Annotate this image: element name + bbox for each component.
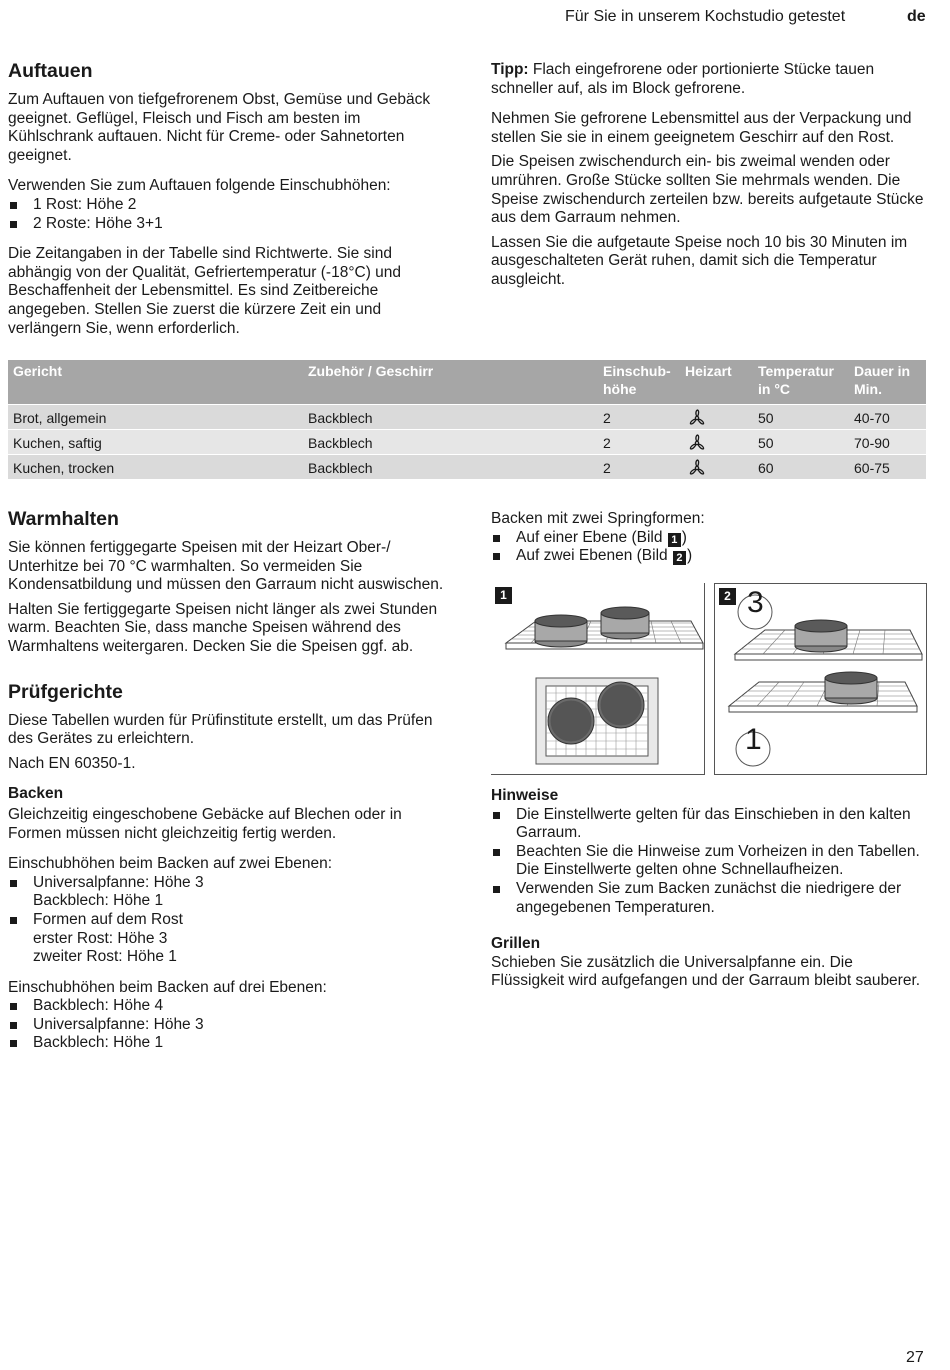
list-item (491, 547, 927, 566)
header-temperatur-line1: Temperatur (758, 363, 834, 379)
auftauen-tips (491, 61, 927, 296)
auftauen-levels-intro: Verwenden Sie zum Auftauen folgende Einschubhöhen: (8, 177, 391, 195)
list-item-text: Auf einer Ebene (Bild (516, 528, 667, 546)
cell-zubehoer: Backblech (308, 410, 373, 426)
warmhalten-paragraph-1: Sie können fertiggegarte Speisen mit der Heizart Ober-/ Unterhitze bei 70 °C warmhalten. So vermeiden Sie Kondensatbildung und müssen den Garraum nicht auswischen. (8, 539, 444, 594)
table-row (8, 454, 926, 479)
cell-gericht: Brot, allgemein (13, 410, 107, 426)
two-levels-intro: Einschubhöhen beim Backen auf zwei Ebenen: (8, 855, 332, 873)
warmhalten-section (8, 508, 448, 1059)
list-item: Verwenden Sie zum Backen zunächst die niedrigere der angegebenen Temperaturen. (491, 880, 927, 917)
table-header (8, 360, 926, 404)
header-dauer-line2: Min. (854, 381, 882, 397)
fan-defrost-icon (687, 433, 707, 451)
tipp-text: Flach eingefrorene oder portionierte Stücke tauen schneller auf, als im Block gefrorene. (491, 61, 875, 97)
springformen-list (491, 529, 927, 566)
cell-einschub: 2 (603, 410, 611, 426)
three-levels-list (8, 997, 448, 1053)
level-label-bottom: 1 (745, 723, 762, 756)
backen-heading: Backen (8, 785, 64, 803)
list-item (8, 911, 448, 967)
auftauen-paragraph-4: Die Speisen zwischendurch ein- bis zweimal wenden oder umrühren. Große Stücke sollten Sie mehrmals wenden. Die Speise zwischendurch zerteilen bzw. bereits aufgetaute Stücke aus dem Garraum nehmen. (491, 153, 924, 227)
hinweise-list (491, 806, 927, 918)
list-item: 2 Roste: Höhe 3+1 (8, 215, 448, 234)
figure-badge: 1 (495, 587, 512, 604)
language-code: de (907, 8, 926, 25)
two-levels-list (8, 874, 448, 967)
list-item: Backblech: Höhe 4 (8, 997, 448, 1016)
pruefgerichte-heading: Prüfgerichte (8, 680, 123, 703)
running-header-title: Für Sie in unserem Kochstudio getestet (565, 8, 846, 25)
auftauen-paragraph-2: Die Zeitangaben in der Tabelle sind Richtwerte. Sie sind abhängig von der Qualität, Gefriertemperatur (-18°C) und Beschaffenheit der Lebensmittel. Es sind Zeitbereiche angegeben. Stellen Sie zuerst die kürzere Zeit ein und verlängern Sie, wenn erforderlich. (8, 245, 402, 337)
grillen-paragraph: Schieben Sie zusätzlich die Universalpfanne ein. Die Flüssigkeit wird aufgefangen und der Garraum bleibt sauberer. (491, 953, 921, 990)
header-temperatur (758, 362, 834, 398)
figure-ref-badge: 2 (673, 551, 686, 565)
fan-defrost-icon (687, 408, 707, 426)
cell-temperatur: 50 (758, 435, 774, 451)
list-item: Die Einstellwerte gelten für das Einschieben in den kalten Garraum. (491, 806, 927, 843)
auftauen-paragraph-5: Lassen Sie die aufgetaute Speise noch 10 bis 30 Minuten im ausgeschalteten Gerät ruhen, damit sich die Temperatur ausgleicht. (491, 233, 908, 288)
figure-one-level (491, 583, 705, 775)
auftauen-levels-list (8, 196, 448, 233)
figure-badge: 2 (719, 588, 736, 605)
list-item: Beachten Sie die Hinweise zum Vorheizen in den Tabellen. Die Einstellwerte gelten ohne Schnellaufheizen. (491, 843, 927, 880)
springformen-intro: Backen mit zwei Springformen: (491, 510, 705, 527)
list-item (491, 529, 927, 548)
list-item: 1 Rost: Höhe 2 (8, 196, 448, 215)
header-heizart: Heizart (685, 363, 732, 379)
oven-rack-illustration (491, 583, 705, 775)
list-item (8, 874, 448, 911)
cell-temperatur: 50 (758, 410, 774, 426)
list-item-close: ) (681, 528, 687, 546)
list-item-close: ) (686, 547, 693, 565)
header-temperatur-line2: in °C (758, 381, 791, 397)
header-dauer-line1: Dauer in (854, 363, 911, 379)
hinweise-section (491, 787, 927, 997)
auftauen-table (8, 360, 926, 479)
grillen-heading: Grillen (491, 935, 541, 953)
springformen-section (491, 510, 927, 572)
header-zubehoer: Zubehör / Geschirr (308, 363, 434, 379)
list-item-line: zweiter Rost: Höhe 1 (33, 948, 177, 966)
cell-dauer: 40-70 (854, 410, 890, 426)
three-levels-intro: Einschubhöhen beim Backen auf drei Ebenen: (8, 978, 327, 996)
list-item: Universalpfanne: Höhe 3 (8, 1016, 448, 1035)
list-item-line: erster Rost: Höhe 3 (33, 929, 168, 947)
auftauen-paragraph-3: Nehmen Sie gefrorene Lebensmittel aus der Verpackung und stellen Sie sie in einem geeignetem Geschirr auf den Rost. (491, 110, 912, 146)
auftauen-section (8, 60, 448, 344)
pruefgerichte-paragraph-2: Nach EN 60350-1. (8, 754, 136, 772)
backen-paragraph: Gleichzeitig eingeschobene Gebäcke auf Blechen oder in Formen müssen nicht gleichzeitig fertig werden. (8, 805, 402, 842)
list-item-line: Universalpfanne: Höhe 3 (33, 873, 204, 891)
figure-two-levels (714, 583, 927, 775)
list-item-text: Auf zwei Ebenen (Bild (516, 547, 672, 565)
cell-einschub: 2 (603, 435, 611, 451)
table-row (8, 404, 926, 429)
cell-gericht: Kuchen, trocken (13, 460, 115, 476)
tipp-label: Tipp: (491, 61, 529, 78)
cell-gericht: Kuchen, saftig (13, 435, 102, 451)
pruefgerichte-paragraph-1: Diese Tabellen wurden für Prüfinstitute erstellt, um das Prüfen des Gerätes zu erleichtern. (8, 711, 433, 748)
header-einschub-line1: Einschub- (603, 363, 671, 379)
cell-einschub: 2 (603, 460, 611, 476)
header-einschub (603, 362, 671, 398)
cell-zubehoer: Backblech (308, 460, 373, 476)
level-label-top: 3 (747, 586, 764, 619)
list-item-line: Backblech: Höhe 1 (33, 892, 164, 910)
figure-ref-badge: 1 (668, 533, 681, 547)
header-gericht: Gericht (13, 363, 63, 379)
warmhalten-paragraph-2: Halten Sie fertiggegarte Speisen nicht länger als zwei Stunden warm. Beachten Sie, dass manche Speisen während des Warmhaltens weitergaren. Decken Sie die Speisen ggf. ab. (8, 600, 438, 655)
warmhalten-heading: Warmhalten (8, 508, 119, 530)
hinweise-heading: Hinweise (491, 787, 559, 804)
cell-dauer: 70-90 (854, 435, 890, 451)
page-number: 27 (906, 1349, 924, 1366)
fan-defrost-icon (687, 458, 707, 476)
header-einschub-line2: höhe (603, 381, 637, 397)
auftauen-paragraph-1: Zum Auftauen von tiefgefrorenem Obst, Gemüse und Gebäck geeignet. Geflügel, Fleisch und Fisch am besten im Kühlschrank auftauen. Nicht für Creme- oder Sahnetorten geeignet. (8, 91, 431, 164)
table-row (8, 429, 926, 454)
cell-zubehoer: Backblech (308, 435, 373, 451)
tipp-paragraph (491, 61, 927, 98)
list-item-line: Formen auf dem Rost (33, 910, 183, 928)
cell-temperatur: 60 (758, 460, 774, 476)
auftauen-heading: Auftauen (8, 60, 93, 82)
cell-dauer: 60-75 (854, 460, 890, 476)
list-item: Backblech: Höhe 1 (8, 1034, 448, 1053)
header-dauer (854, 362, 910, 398)
